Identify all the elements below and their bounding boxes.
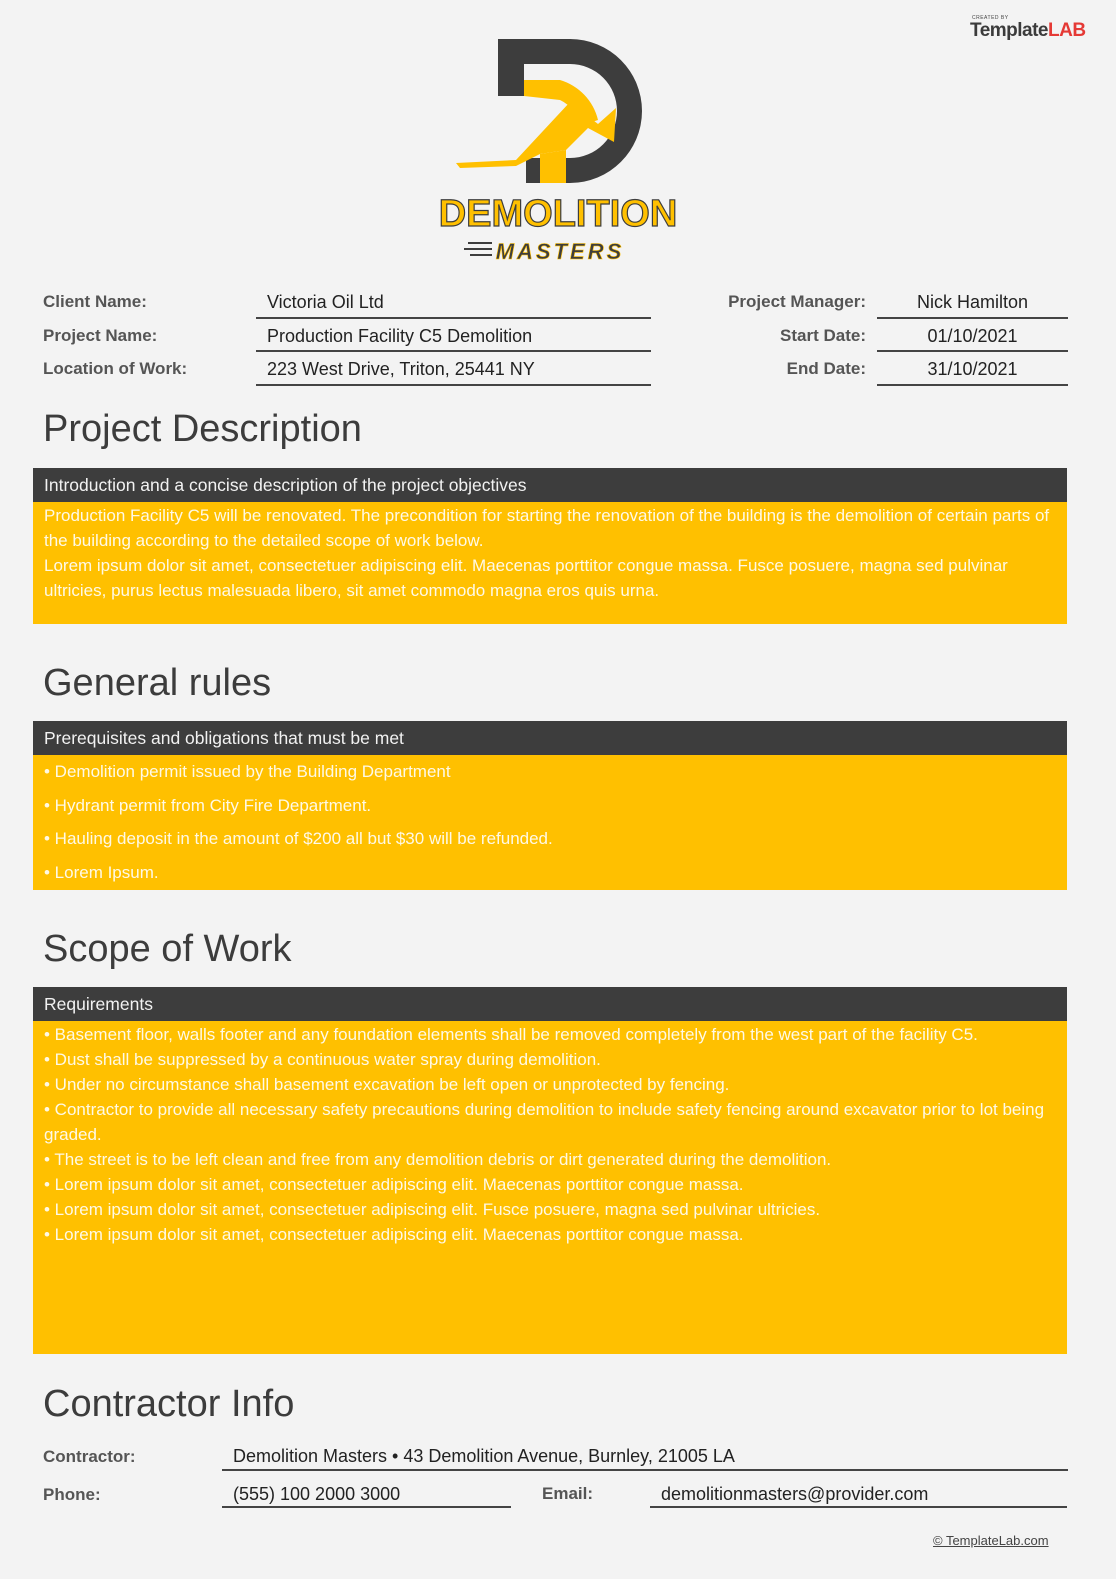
description-paragraph-2: Lorem ipsum dolor sit amet, consectetuer adipiscing elit. Maecenas porttitor congue massa. Fusce posuere, magna sed pulvinar ultricies, purus lectus malesuada libero, sit amet commodo magna eros quis urna. bbox=[44, 556, 1008, 600]
client-name-label: Client Name: bbox=[43, 292, 147, 311]
scope-body bbox=[33, 1021, 1067, 1354]
end-date-value: 31/10/2021 bbox=[927, 359, 1018, 379]
scope-item: • Lorem ipsum dolor sit amet, consectetuer adipiscing elit. Maecenas porttitor congue massa. bbox=[44, 1175, 744, 1194]
speed-lines bbox=[464, 242, 492, 256]
scope-item: • Lorem ipsum dolor sit amet, consectetuer adipiscing elit. Maecenas porttitor congue massa. bbox=[44, 1225, 744, 1244]
manager-label: Project Manager: bbox=[728, 292, 866, 311]
start-date-underline bbox=[877, 350, 1068, 352]
badge-brand bbox=[970, 20, 1086, 42]
client-name-underline bbox=[256, 317, 651, 319]
badge-created-by: CREATED BY bbox=[972, 15, 1009, 21]
templatelab-footer-link[interactable]: © TemplateLab.com bbox=[933, 1533, 1049, 1548]
scope-item: • Basement floor, walls footer and any foundation elements shall be removed completely from the west part of the facility C5. bbox=[44, 1025, 978, 1044]
end-date-label: End Date: bbox=[786, 359, 866, 378]
phone-value: (555) 100 2000 3000 bbox=[233, 1484, 401, 1504]
project-description-body bbox=[33, 502, 1067, 624]
scope-item: • Under no circumstance shall basement excavation be left open or unprotected by fencing. bbox=[44, 1075, 730, 1094]
badge-brand-lab: LAB bbox=[1048, 20, 1086, 41]
location-underline bbox=[256, 384, 651, 386]
rule-item: • Lorem Ipsum. bbox=[44, 862, 159, 882]
start-date-label: Start Date: bbox=[780, 326, 866, 345]
scope-band: Requirements bbox=[33, 987, 1067, 1021]
contractor-underline bbox=[222, 1469, 1068, 1471]
start-date-value: 01/10/2021 bbox=[927, 326, 1018, 346]
scope-heading: Scope of Work bbox=[43, 928, 292, 970]
phone-label: Phone: bbox=[43, 1485, 101, 1504]
end-date-underline bbox=[877, 384, 1068, 386]
project-description-heading: Project Description bbox=[43, 408, 362, 450]
contractor-label: Contractor: bbox=[43, 1447, 136, 1466]
rule-item: • Hydrant permit from City Fire Department. bbox=[44, 795, 372, 815]
logo-line1: DEMOLITION bbox=[438, 193, 678, 235]
demolition-logo-icon bbox=[420, 30, 696, 275]
templatelab-badge bbox=[966, 12, 1096, 42]
general-rules-heading: General rules bbox=[43, 662, 272, 704]
rule-item: • Hauling deposit in the amount of $200 all but $30 will be refunded. bbox=[44, 829, 553, 849]
scope-item: • Contractor to provide all necessary safety precautions during demolition to include safety fencing around excavator prior to lot being graded. bbox=[44, 1100, 1045, 1144]
scope-item: • Dust shall be suppressed by a continuous water spray during demolition. bbox=[44, 1050, 601, 1069]
manager-underline bbox=[877, 317, 1068, 319]
project-description-band: Introduction and a concise description of the project objectives bbox=[33, 468, 1067, 502]
scope-list bbox=[44, 1022, 1056, 1247]
scope-item: • The street is to be left clean and free from any demolition debris or dirt generated during the demolition. bbox=[44, 1150, 832, 1169]
description-paragraph-1: Production Facility C5 will be renovated. The precondition for starting the renovation of the building is the demolition of certain parts of the building according to the detailed scope of work below. bbox=[44, 506, 1050, 550]
location-value: 223 West Drive, Triton, 25441 NY bbox=[267, 359, 535, 379]
contractor-info-heading: Contractor Info bbox=[43, 1383, 295, 1425]
manager-value: Nick Hamilton bbox=[916, 292, 1029, 312]
phone-underline bbox=[222, 1506, 511, 1508]
badge-brand-template: Template bbox=[970, 20, 1049, 41]
client-name-value: Victoria Oil Ltd bbox=[267, 292, 384, 312]
email-underline bbox=[650, 1506, 1067, 1508]
email-value[interactable]: demolitionmasters@provider.com bbox=[661, 1484, 929, 1504]
project-name-underline bbox=[256, 350, 651, 352]
email-label: Email: bbox=[542, 1484, 594, 1503]
location-label: Location of Work: bbox=[43, 359, 188, 378]
project-name-label: Project Name: bbox=[43, 326, 158, 345]
rule-item: • Demolition permit issued by the Building Department bbox=[44, 762, 451, 781]
logo-line2: MASTERS bbox=[495, 239, 625, 264]
project-name-value: Production Facility C5 Demolition bbox=[267, 326, 533, 346]
general-rules-list bbox=[44, 755, 1056, 889]
company-logo bbox=[420, 30, 696, 275]
scope-item: • Lorem ipsum dolor sit amet, consectetuer adipiscing elit. Fusce posuere, magna sed pulvinar ultricies. bbox=[44, 1200, 821, 1219]
contractor-value: Demolition Masters • 43 Demolition Avenue, Burnley, 21005 LA bbox=[233, 1446, 735, 1466]
general-rules-body bbox=[33, 755, 1067, 890]
general-rules-band: Prerequisites and obligations that must be met bbox=[33, 721, 1067, 755]
